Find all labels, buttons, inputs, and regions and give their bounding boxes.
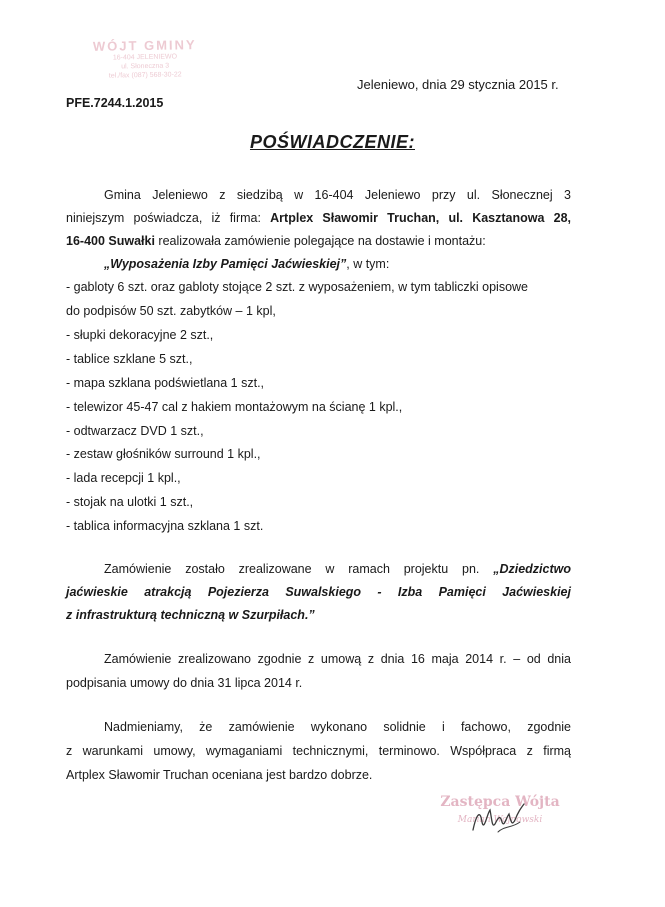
project-name-line: z infrastrukturą techniczną w Szurpiłach.” [66, 608, 315, 622]
list-item: - gabloty 6 szt. oraz gabloty stojące 2 szt. z wyposażeniem, w tym tabliczki opisowe [66, 280, 528, 294]
stamp-person: Marian Wojnowski [457, 815, 543, 825]
stamp-line: 16-404 JELENIEWO [112, 53, 178, 62]
official-stamp-top [80, 37, 211, 81]
closing-line: Artplex Sławomir Truchan oceniana jest bardzo dobrze. [66, 768, 373, 782]
reference-number: PFE.7244.1.2015 [66, 96, 164, 110]
list-item: - mapa szklana podświetlana 1 szt., [66, 376, 265, 390]
company-name: Artplex Sławomir Truchan, ul. Kasztanowa 28, [270, 211, 572, 225]
handwritten-signature [468, 796, 538, 846]
contract-line: podpisania umowy do dnia 31 lipca 2014 r. [66, 676, 303, 690]
intro-line [66, 211, 571, 225]
stamp-line: ul. Słoneczna 3 [121, 62, 170, 71]
intro-text: niniejszym poświadcza, iż firma: [66, 211, 271, 225]
list-item: - odtwarzacz DVD 1 szt., [66, 424, 204, 438]
place-date: Jeleniewo, dnia 29 stycznia 2015 r. [357, 77, 559, 92]
intro-line [104, 257, 389, 271]
stamp-position: Zastępca Wójta [440, 794, 560, 810]
list-item: - tablica informacyjna szklana 1 szt. [66, 519, 264, 533]
company-city: 16-400 Suwałki [66, 234, 155, 248]
project-line [104, 562, 571, 576]
intro-line [66, 234, 486, 248]
list-item: - zestaw głośników surround 1 kpl., [66, 447, 261, 461]
intro-text: realizowała zamówienie polegające na dostawie i montażu: [154, 234, 486, 248]
intro-line: Gmina Jeleniewo z siedzibą w 16-404 Jeleniewo przy ul. Słonecznej 3 [104, 188, 571, 202]
project-name-line: jaćwieskie atrakcją Pojezierza Suwalskiego - Izba Pamięci Jaćwieskiej [66, 585, 571, 599]
stamp-title: WÓJT GMINY [92, 37, 197, 54]
list-item: - słupki dekoracyjne 2 szt., [66, 328, 214, 342]
list-item: - tablice szklane 5 szt., [66, 352, 193, 366]
stamp-line: tel./fax (087) 568-30-22 [108, 71, 182, 80]
list-item: - stojak na ulotki 1 szt., [66, 495, 194, 509]
contract-line: Zamówienie zrealizowano zgodnie z umową z dnia 16 maja 2014 r. – od dnia [104, 652, 571, 666]
document-title: POŚWIADCZENIE: [249, 132, 415, 152]
order-subject: „Wyposażenia Izby Pamięci Jaćwieskiej” [104, 257, 347, 271]
intro-text: , w tym: [346, 257, 390, 271]
closing-line: Nadmieniamy, że zamówienie wykonano solidnie i fachowo, zgodnie [104, 720, 571, 734]
closing-line: z warunkami umowy, wymaganiami technicznymi, terminowo. Współpraca z firmą [66, 744, 571, 758]
list-item: - lada recepcji 1 kpl., [66, 471, 181, 485]
project-name: „Dziedzictwo [493, 562, 571, 576]
project-text: Zamówienie zostało zrealizowane w ramach projektu pn. [104, 562, 494, 576]
list-item: do podpisów 50 szt. zabytków – 1 kpl, [66, 304, 276, 318]
list-item: - telewizor 45-47 cal z hakiem montażowym na ścianę 1 kpl., [66, 400, 403, 414]
